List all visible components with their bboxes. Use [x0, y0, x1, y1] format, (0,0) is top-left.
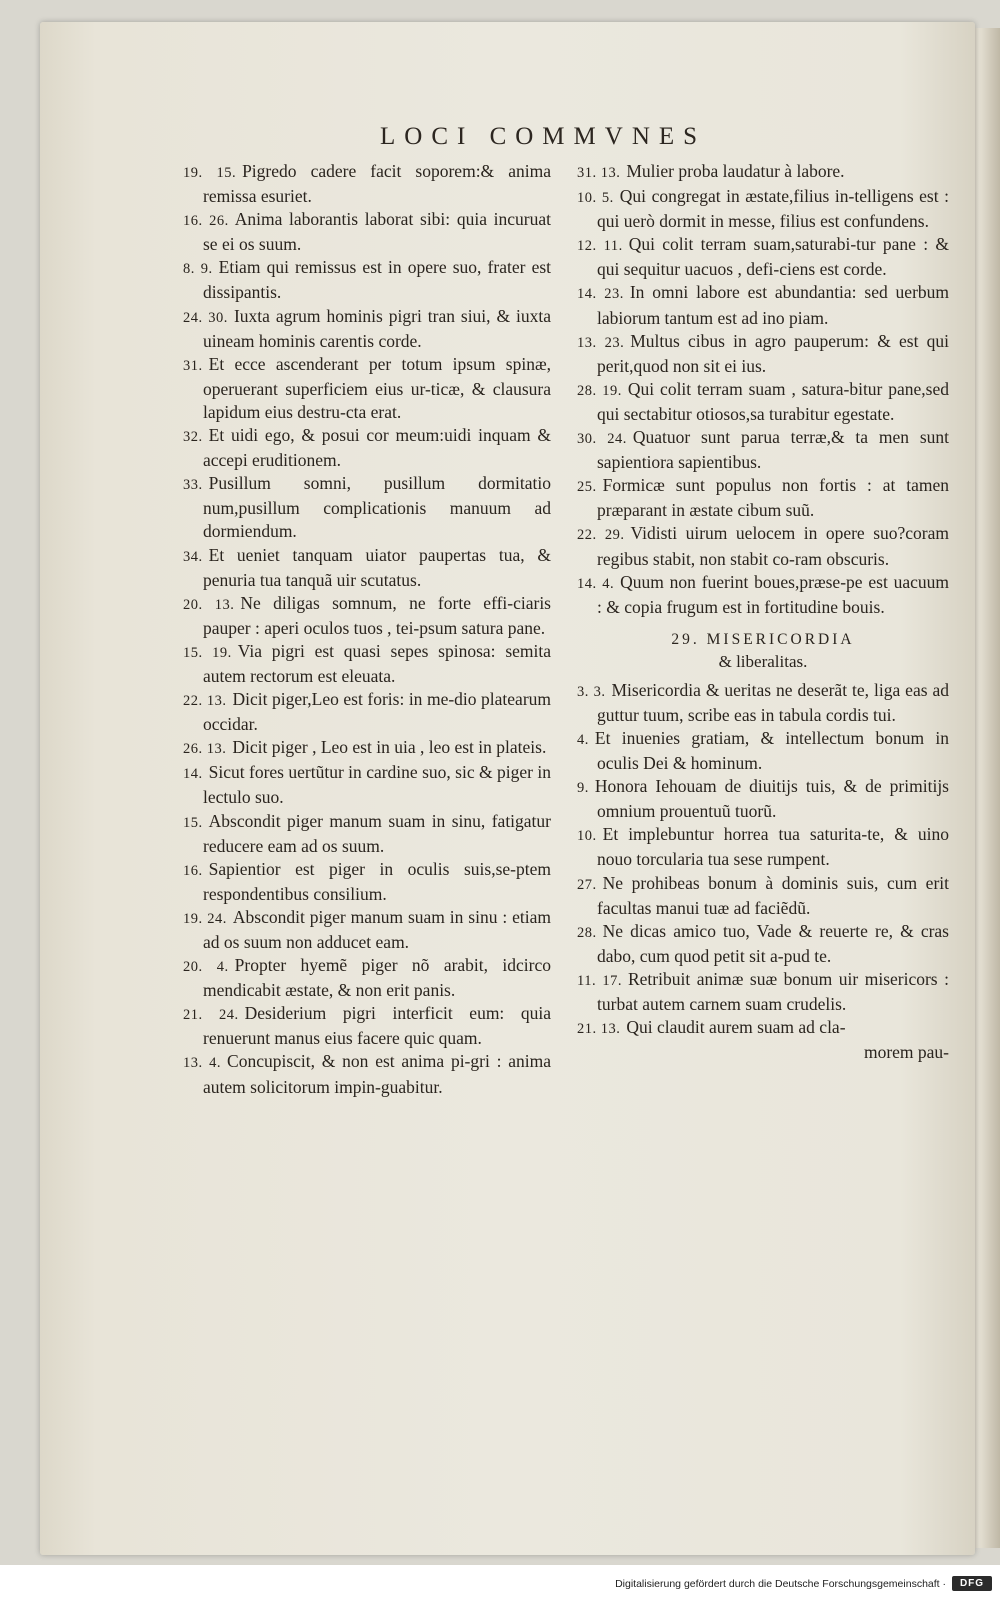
verse-entry [577, 727, 949, 775]
verse-reference: 21. 24. [183, 1007, 239, 1024]
verse-entry [577, 474, 949, 522]
verse-reference: 13. 23. [577, 334, 625, 351]
verse-text: Iuxta agrum hominis pigri tran siui, & iuxta uineam hominis carentis corde. [203, 305, 552, 351]
section-heading [577, 629, 949, 673]
verse-reference: 11. 17. [577, 972, 622, 989]
verse-text: Via pigri est quasi sepes spinosa: semita autem rectorum est eleuata. [203, 640, 551, 686]
verse-text: Pigredo cadere facit soporem:& anima remissa esuriet. [203, 161, 551, 207]
verse-text: Qui claudit aurem suam ad cla- [626, 1017, 846, 1038]
verse-text: Qui colit terram suam , satura-bitur pane,sed qui sectabitur otiosos,sa turabitur egestate. [597, 378, 950, 424]
verse-reference: 30. 24. [577, 431, 627, 448]
verse-reference: 16. [183, 862, 203, 879]
verse-entry [183, 305, 551, 353]
dfg-logo: DFG [952, 1576, 992, 1591]
verse-entry [183, 761, 551, 809]
verse-reference: 27. [577, 876, 597, 893]
right-column [577, 160, 949, 1064]
verse-entry [577, 1016, 949, 1041]
verse-entry [183, 640, 551, 688]
verse-text: Sapientior est piger in oculis suis,se-ptem respondentibus consilium. [203, 858, 551, 904]
verse-reference: 12. 11. [577, 238, 623, 255]
verse-text: Et implebuntur horrea tua saturita-te, & uino nouo torcularia tua sese rumpent. [597, 824, 949, 870]
verse-entry [577, 160, 949, 185]
verse-reference: 28. [577, 924, 597, 941]
verse-text: Ne diligas somnum, ne forte effi-ciaris pauper : aperi oculos tuos , tei-psum satura pane. [203, 592, 551, 638]
verse-text: Et ecce ascenderant per totum ipsum spinæ, operuerant superficiem eius ur-ticæ, & clausura lapidum eius destru-cta erat. [203, 353, 551, 422]
verse-text: Anima laborantis laborat sibi: quia incuruat se ei os suum. [203, 209, 552, 255]
verse-entry [577, 185, 949, 233]
verse-reference: 25. [577, 479, 597, 496]
verse-text: Qui colit terram suam,saturabi-tur pane : & qui sequitur uacuos , defi-ciens est corde. [597, 234, 949, 280]
verse-reference: 22. 29. [577, 527, 625, 544]
verse-text: Etiam qui remissus est in opere suo, frater est dissipantis. [203, 257, 552, 303]
verse-reference: 3. 3. [577, 683, 606, 700]
verse-entry [577, 968, 949, 1016]
verse-text: Et inuenies gratiam, & intellectum bonum in oculis Dei & hominum. [594, 727, 949, 774]
verse-text: Sicut fores uertũtur in cardine suo, sic & piger in lectulo suo. [203, 762, 551, 808]
verse-reference: 26. 13. [183, 741, 227, 758]
verse-text: In omni labore est abundantia: sed uerbum labiorum tantum est ad ino piam. [597, 282, 950, 328]
verse-text: Ne prohibeas bonum à dominis suis, cum erit facultas manui tuæ ad faciẽdũ. [597, 872, 949, 918]
verse-reference: 9. [577, 780, 589, 797]
verse-text: Ne dicas amico tuo, Vade & reuerte re, & cras dabo, cum quod petit sit a-pud te. [597, 920, 949, 966]
verse-reference: 10. [577, 828, 597, 845]
verse-entry [183, 688, 551, 736]
verse-text: Abscondit piger manum suam in sinu, fatigatur reducere eam ad os suum. [203, 810, 551, 856]
verse-entry [183, 592, 551, 640]
verse-entry [183, 736, 551, 761]
verse-reference: 31. 13. [577, 165, 621, 181]
verse-reference: 24. 30. [183, 309, 228, 326]
verse-entry [183, 353, 551, 424]
left-column [183, 160, 551, 1099]
catchword: morem pau- [863, 1042, 949, 1063]
verse-text: Dicit piger , Leo est in uia , leo est in plateis. [232, 737, 547, 758]
section-number: 29. [671, 630, 700, 648]
verse-reference: 10. 5. [577, 190, 614, 207]
verse-reference: 15. [183, 814, 203, 831]
verse-reference: 20. 13. [183, 596, 235, 613]
verse-entry [577, 281, 949, 329]
verse-reference: 19. 15. [183, 165, 237, 181]
verse-text: Propter hyemẽ piger nõ arabit, idcirco mendicabit æstate, & non erit panis. [203, 955, 551, 1001]
verse-text: Abscondit piger manum suam in sinu : etiam ad os suum non adducet eam. [203, 906, 551, 952]
verse-entry [577, 233, 949, 281]
verse-reference: 21. 13. [577, 1021, 621, 1038]
verse-reference: 33. [183, 477, 203, 494]
verse-text: Quum non fuerint boues,præse-pe est uacuum : & copia frugum est in fortitudine bouis. [597, 571, 950, 617]
verse-entry [183, 208, 551, 256]
verse-text: Pusillum somni, pusillum dormitatio num,pusillum complicationis manuum ad dormiendum. [203, 473, 551, 542]
verse-reference: 14. 4. [577, 575, 615, 592]
footer-credit: Digitalisierung gefördert durch die Deutsche Forschungsgemeinschaft · [615, 1578, 946, 1590]
verse-reference: 14. 23. [577, 286, 624, 303]
verse-entry [577, 823, 949, 871]
verse-reference: 31. [183, 357, 203, 374]
right-entries-bottom [577, 679, 949, 1041]
verse-text: Dicit piger,Leo est foris: in me-dio platearum occidar. [203, 689, 552, 735]
verse-entry [577, 872, 949, 920]
running-head: LOCI COMMVNES [380, 123, 707, 150]
verse-reference: 15. 19. [183, 644, 232, 661]
right-entries-top [577, 160, 949, 619]
verse-entry [577, 378, 949, 426]
verse-reference: 14. [183, 766, 203, 783]
section-title: MISERICORDIA [706, 630, 855, 648]
verse-text: Formicæ sunt populus non fortis : at tamen præparant in æstate cibum suũ. [597, 475, 949, 521]
verse-entry [577, 679, 949, 727]
verse-entry [183, 472, 551, 543]
verse-entry [577, 571, 949, 619]
verse-reference: 34. [183, 548, 203, 565]
verse-entry [577, 775, 949, 823]
verse-text: Vidisti uirum uelocem in opere suo?coram regibus stabit, non stabit co-ram obscuris. [597, 523, 950, 569]
verse-reference: 22. 13. [183, 693, 227, 710]
verse-entry [577, 426, 949, 474]
verse-reference: 16. 26. [183, 213, 229, 230]
verse-text: Concupiscit, & non est anima pi-gri : anima autem solicitorum impin-guabitur. [203, 1051, 551, 1097]
verse-reference: 28. 19. [577, 382, 622, 399]
verse-entry [183, 1002, 551, 1050]
verse-entry [577, 522, 949, 570]
verse-text: Mulier proba laudatur à labore. [626, 161, 845, 181]
verse-text: Qui congregat in æstate,filius in-telligens est : qui uerò dormit in messe, filius est confundens. [597, 186, 950, 232]
verse-reference: 20. 4. [183, 959, 229, 976]
verse-text: Misericordia & ueritas ne deserãt te, liga eas ad guttur tuum, scribe eas in tabula cordis tui. [597, 679, 949, 725]
verse-entry [183, 954, 551, 1002]
verse-reference: 13. 4. [183, 1055, 222, 1072]
left-entries [183, 160, 551, 1099]
verse-text: Et uidi ego, & posui cor meum:uidi inquam & accepi eruditionem. [203, 425, 551, 471]
verse-entry [183, 906, 551, 954]
verse-entry [577, 920, 949, 968]
verse-text: Retribuit animæ suæ bonum uir misericors : turbat autem carnem suam crudelis. [597, 968, 949, 1014]
verse-text: Et ueniet tanquam uiator paupertas tua, & penuria tua tanquã uir scutatus. [203, 544, 551, 590]
verse-entry [183, 160, 551, 208]
verse-text: Honora Iehouam de diuitijs tuis, & de primitijs omnium prouentuũ tuorũ. [594, 776, 949, 822]
verse-entry [183, 1050, 551, 1098]
verse-entry [183, 256, 551, 304]
verse-reference: 8. 9. [183, 261, 213, 278]
verse-reference: 32. [183, 429, 203, 446]
section-subtitle: & liberalitas. [718, 651, 808, 671]
verse-entry [183, 424, 551, 472]
verse-reference: 4. [577, 731, 589, 748]
verse-entry [577, 330, 949, 378]
verse-entry [183, 810, 551, 858]
verse-reference: 19. 24. [183, 910, 227, 927]
verse-entry [183, 858, 551, 906]
verse-text: Multus cibus in agro pauperum: & est qui perit,quod non sit ei ius. [597, 330, 949, 376]
verse-text: Quatuor sunt parua terræ,& ta men sunt sapientiora sapientibus. [597, 427, 949, 473]
verse-entry [183, 544, 551, 592]
footer-bar [0, 1570, 1000, 1599]
verse-text: Desiderium pigri interficit eum: quia renuerunt manus eius facere quic quam. [203, 1003, 552, 1049]
